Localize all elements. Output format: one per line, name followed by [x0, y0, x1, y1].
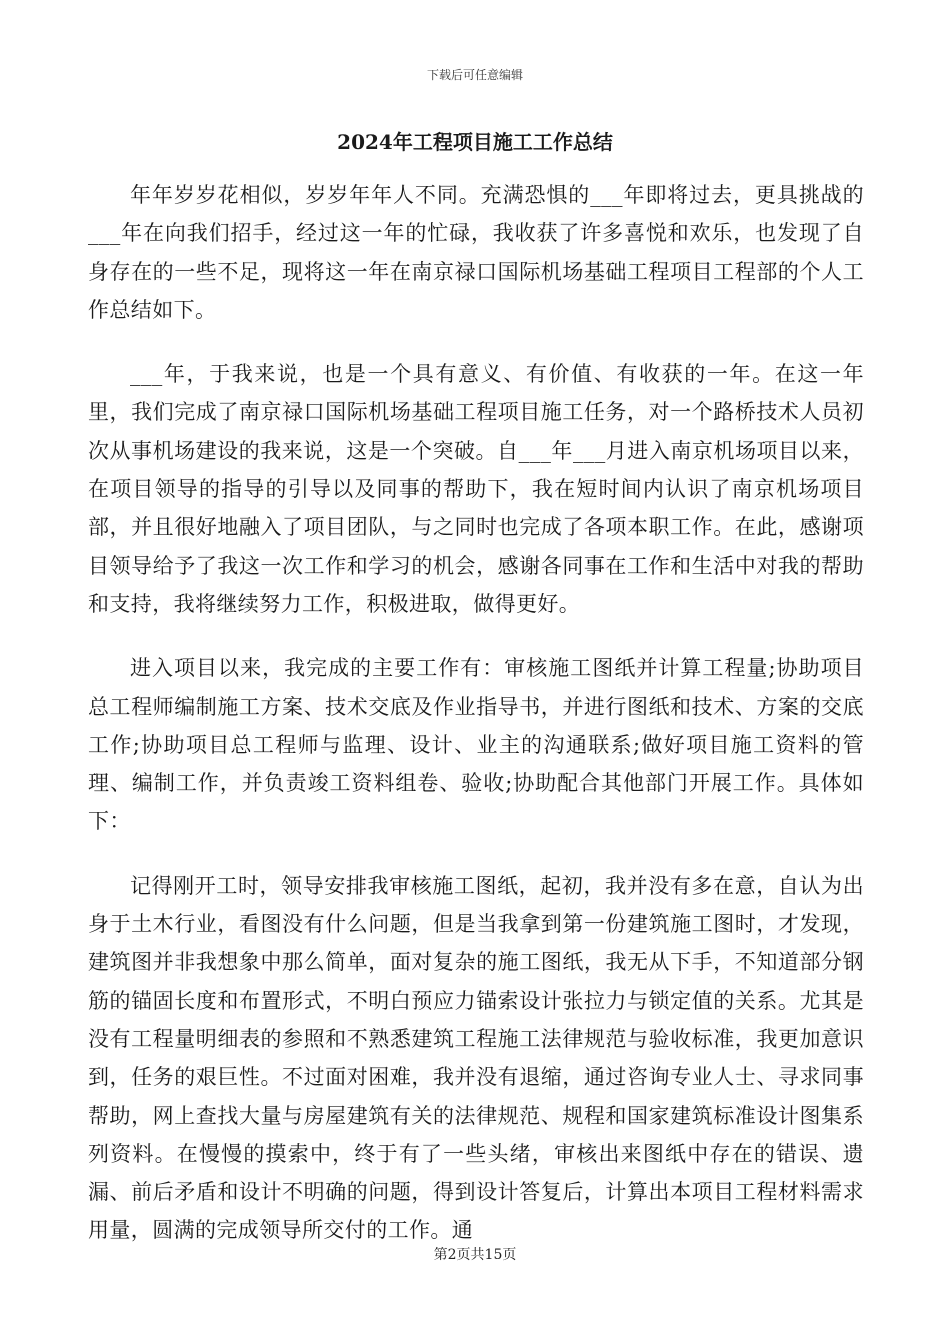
paragraph: 年年岁岁花相似，岁岁年年人不同。充满恐惧的___年即将过去，更具挑战的___年在向我们招手，经过这一年的忙碌，我收获了许多喜悦和欢乐，也发现了自身存在的一些不足，现将这一年在南京禄口国际机场基础工程项目工程部的个人工作总结如下。 — [88, 183, 864, 322]
paragraph: 进入项目以来，我完成的主要工作有：审核施工图纸并计算工程量;协助项目总工程师编制施工方案、技术交底及作业指导书，并进行图纸和技术、方案的交底工作;协助项目总工程师与监理、设计、业主的沟通联系;做好项目施工资料的管理、编制工作，并负责竣工资料组卷、验收;协助配合其他部门开展工作。具体如下： — [88, 656, 864, 834]
paragraph: 记得刚开工时，领导安排我审核施工图纸，起初，我并没有多在意，自认为出身于土木行业，看图没有什么问题，但是当我拿到第一份建筑施工图时，才发现，建筑图并非我想象中那么简单，面对复杂的施工图纸，我无从下手，不知道部分钢筋的锚固长度和布置形式，不明白预应力锚索设计张拉力与锁定值的关系。尤其是没有工程量明细表的参照和不熟悉建筑工程施工法律规范与验收标准，我更加意识到，任务的艰巨性。不过面对困难，我并没有退缩，通过咨询专业人士、寻求同事帮助，网上查找大量与房屋建筑有关的法律规范、规程和国家建筑标准设计图集系列资料。在慢慢的摸索中，终于有了一些头绪，审核出来图纸中存在的错误、遗漏、前后矛盾和设计不明确的问题，得到设计答复后，计算出本项目工程材料需求用量，圆满的完成领导所交付的工作。通 — [88, 873, 864, 1243]
page-header-note: 下载后可任意编辑 — [426, 68, 523, 82]
document-body — [88, 176, 864, 1276]
page-number: 第2页共15页 — [433, 1247, 517, 1263]
paragraph: ___年，于我来说，也是一个具有意义、有价值、有收获的一年。在这一年里，我们完成了南京禄口国际机场基础工程项目施工任务，对一个路桥技术人员初次从事机场建设的我来说，这是一个突破。自___年___月进入南京机场项目以来，在项目领导的指导的引导以及同事的帮助下，我在短时间内认识了南京机场项目部，并且很好地融入了项目团队，与之同时也完成了各项本职工作。在此，感谢项目领导给予了我这一次工作和学习的机会，感谢各同事在工作和生活中对我的帮助和支持，我将继续努力工作，积极进取，做得更好。 — [88, 362, 864, 616]
document-title: 2024年工程项目施工工作总结 — [337, 130, 613, 154]
